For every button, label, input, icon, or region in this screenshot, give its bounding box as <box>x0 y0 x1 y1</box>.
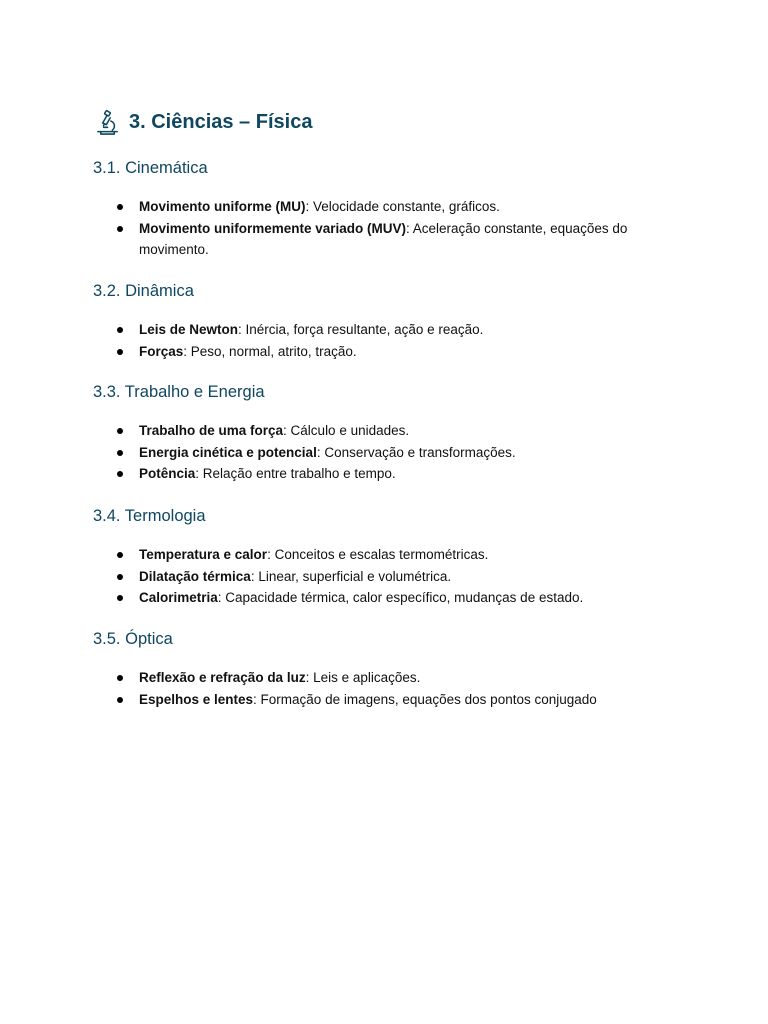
section-cinematica <box>93 157 683 261</box>
section-heading: 3.3. Trabalho e Energia <box>93 383 265 401</box>
item-term: Calorimetria <box>139 590 218 605</box>
bullet-list <box>93 420 683 485</box>
bullet-list <box>93 667 683 710</box>
item-text: : Conservação e transformações. <box>316 444 516 460</box>
section-termologia <box>93 505 683 609</box>
list-item <box>93 667 683 689</box>
list-item <box>93 689 683 711</box>
page-title: 3. Ciências – Física <box>129 111 313 133</box>
microscope-icon <box>94 109 121 136</box>
item-term: Dilatação térmica <box>139 568 251 584</box>
item-term: Trabalho de uma força <box>139 423 284 438</box>
list-item <box>93 420 683 442</box>
bullet-list <box>93 196 683 261</box>
item-term: Forças <box>139 343 184 359</box>
list-item <box>93 544 683 566</box>
list-item <box>93 442 683 464</box>
item-text: : Capacidade térmica, calor específico, mudanças de estado. <box>217 590 584 605</box>
list-item <box>93 587 683 609</box>
section-optica <box>93 628 683 710</box>
item-text: : Inércia, força resultante, ação e reação. <box>238 322 484 337</box>
bullet-list <box>93 544 683 609</box>
section-dinamica <box>93 280 683 362</box>
section-heading: 3.2. Dinâmica <box>93 282 194 300</box>
list-item <box>93 218 683 261</box>
section-heading: 3.4. Termologia <box>93 507 206 525</box>
item-term: Potência <box>139 466 196 481</box>
list-item <box>93 566 683 588</box>
title-row <box>94 108 312 136</box>
item-term: Leis de Newton <box>139 322 239 337</box>
item-text: : Velocidade constante, gráficos. <box>305 199 500 214</box>
section-trabalho-energia <box>93 381 683 485</box>
item-text: : Linear, superficial e volumétrica. <box>250 568 452 584</box>
item-text: : Cálculo e unidades. <box>283 423 410 438</box>
section-heading: 3.5. Óptica <box>93 630 173 648</box>
item-text: : Peso, normal, atrito, tração. <box>183 343 357 359</box>
list-item <box>93 463 683 485</box>
item-term: Espelhos e lentes <box>139 691 254 707</box>
item-term: Movimento uniforme (MU) <box>139 199 306 214</box>
item-text: : Conceitos e escalas termométricas. <box>267 547 489 562</box>
item-term: Reflexão e refração da luz <box>139 670 306 685</box>
section-heading: 3.1. Cinemática <box>93 159 208 177</box>
bullet-list <box>93 319 683 362</box>
item-text: : Aceleração constante, equações do movimento. <box>139 220 628 257</box>
item-term: Temperatura e calor <box>139 547 268 562</box>
list-item <box>93 196 683 218</box>
list-item <box>93 319 683 341</box>
item-text: : Leis e aplicações. <box>305 670 421 685</box>
item-text: : Relação entre trabalho e tempo. <box>195 466 396 481</box>
item-term: Energia cinética e potencial <box>139 444 317 460</box>
item-term: Movimento uniformemente variado (MUV) <box>139 220 407 236</box>
item-text: : Formação de imagens, equações dos pontos conjugado <box>253 691 597 707</box>
list-item <box>93 341 683 363</box>
